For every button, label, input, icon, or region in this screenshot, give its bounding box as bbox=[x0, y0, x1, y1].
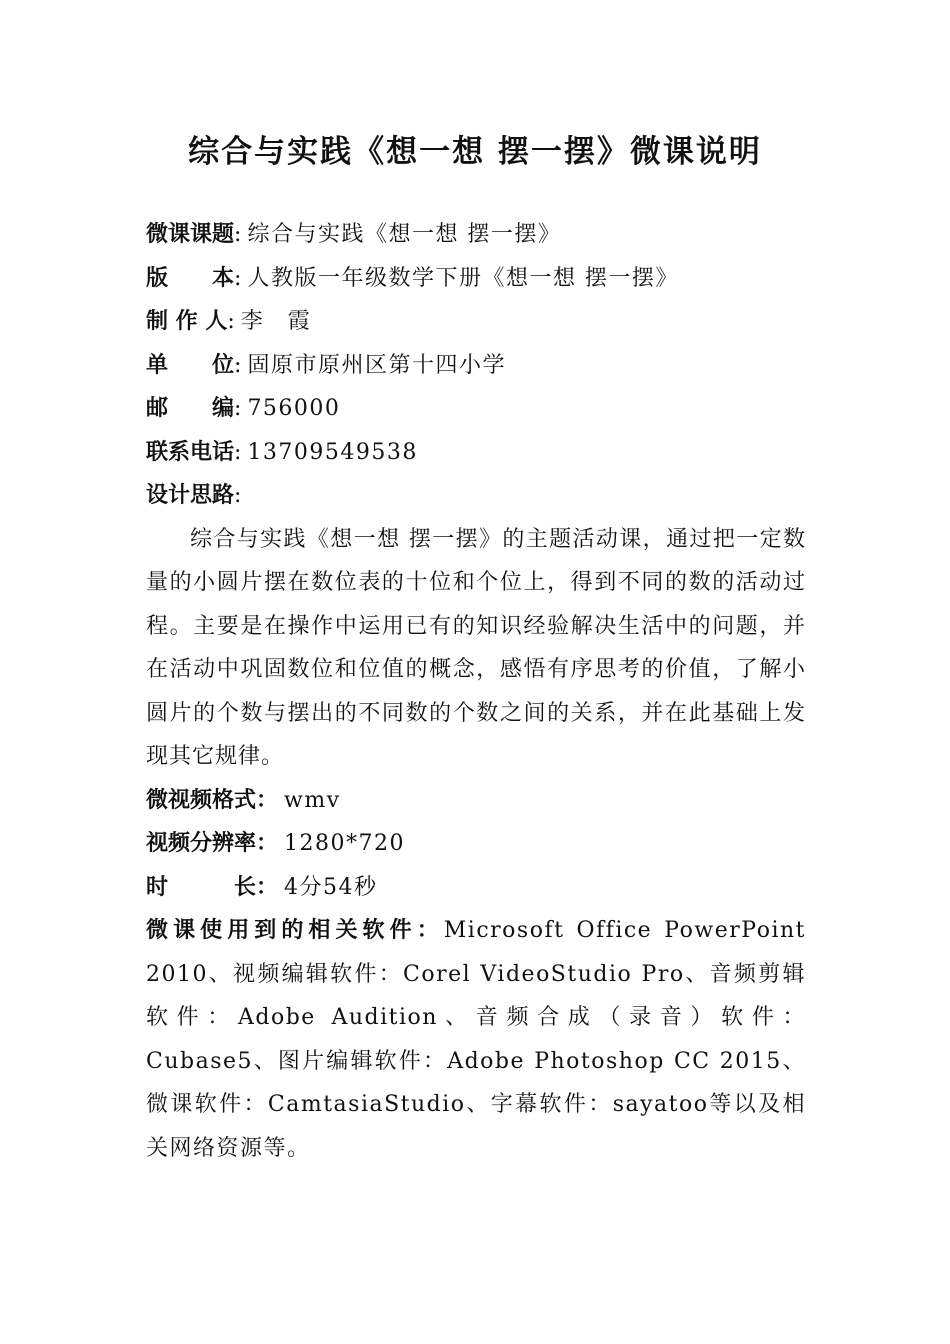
field-topic-colon: : bbox=[234, 222, 242, 247]
field-duration-value: 4分54秒 bbox=[284, 874, 378, 900]
document-title: 综合与实践《想一想 摆一摆》微课说明 bbox=[188, 134, 762, 170]
field-postcode bbox=[146, 387, 806, 431]
field-unit-value: 固原市原州区第十四小学 bbox=[247, 352, 506, 378]
field-postcode-label: 邮 编 bbox=[146, 395, 235, 421]
field-resolution-label: 视频分辨率： bbox=[146, 830, 279, 856]
field-unit-colon: : bbox=[234, 352, 242, 378]
field-topic bbox=[146, 213, 806, 257]
field-design-label: 设计思路 bbox=[146, 482, 235, 508]
field-phone-colon: : bbox=[234, 439, 242, 465]
field-postcode-colon: : bbox=[234, 396, 242, 421]
field-resolution-value: 1280*720 bbox=[284, 831, 405, 856]
field-unit bbox=[146, 344, 806, 388]
field-author-colon: : bbox=[227, 309, 235, 334]
field-duration bbox=[146, 866, 806, 910]
field-duration-label: 时 长： bbox=[146, 873, 279, 900]
field-phone bbox=[146, 431, 806, 475]
field-phone-label: 联系电话 bbox=[146, 438, 235, 465]
field-edition-colon: : bbox=[234, 265, 242, 291]
field-resolution bbox=[146, 822, 806, 866]
field-video-format-label: 微视频格式： bbox=[146, 786, 279, 813]
field-topic-label: 微课课题 bbox=[146, 221, 235, 247]
document-body bbox=[146, 213, 806, 1170]
design-paragraph: 综合与实践《想一想 摆一摆》的主题活动课，通过把一定数量的小圆片摆在数位表的十位和个位上，得到不同的数的活动过程。主要是在操作中运用已有的知识经验解决生活中的问题，并在活动中巩固数位和位值的概念，感悟有序思考的价值，了解小圆片的个数与摆出的不同数的个数之间的关系，并在此基础上发现其它规律。 bbox=[146, 526, 806, 769]
field-edition bbox=[146, 257, 806, 301]
field-edition-label: 版 本 bbox=[146, 264, 235, 291]
field-video-format-value: wmv bbox=[284, 787, 341, 813]
field-author-value: 李 霞 bbox=[240, 309, 312, 334]
field-phone-value: 13709549538 bbox=[247, 439, 418, 465]
field-unit-label: 单 位 bbox=[146, 351, 235, 378]
software-paragraph bbox=[146, 909, 806, 1170]
software-value: Microsoft Office PowerPoint 2010、视频编辑软件：Corel VideoStudio Pro、音频剪辑软件：Adobe Audition、音频合成（录音）软件：Cubase5、图片编辑软件：Adobe Photoshop CC 2015、微课软件：CamtasiaStudio、字幕软件：sayatoo等以及相关网络资源等。 bbox=[146, 918, 806, 1161]
software-label: 微课使用到的相关软件： bbox=[146, 917, 444, 943]
field-author bbox=[146, 300, 806, 344]
field-design bbox=[146, 474, 806, 518]
field-author-label: 制 作 人 bbox=[146, 308, 228, 334]
field-postcode-value: 756000 bbox=[247, 396, 341, 421]
field-video-format bbox=[146, 779, 806, 823]
field-topic-value: 综合与实践《想一想 摆一摆》 bbox=[247, 222, 562, 247]
field-design-colon: : bbox=[234, 483, 242, 508]
field-edition-value: 人教版一年级数学下册《想一想 摆一摆》 bbox=[247, 265, 679, 291]
